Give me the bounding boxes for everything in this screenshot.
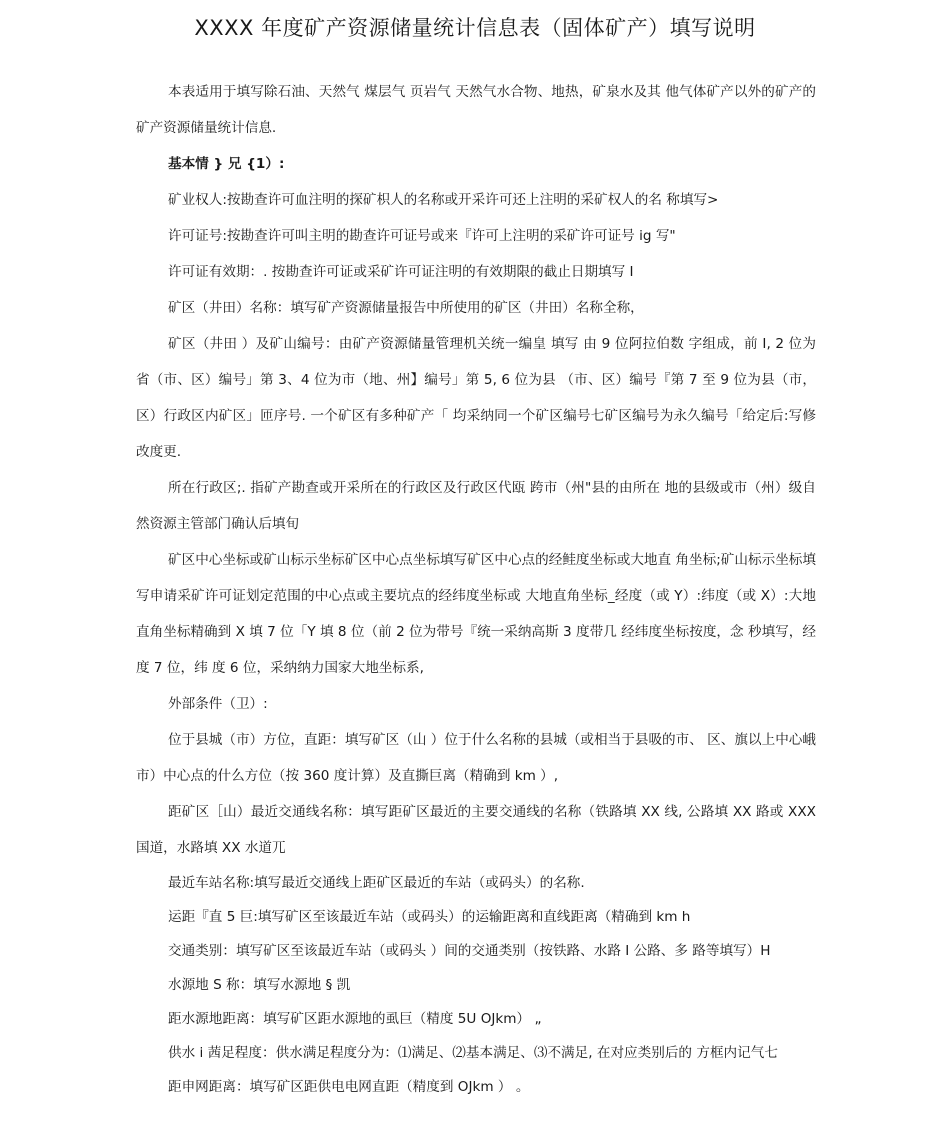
item-water-source-distance: 距水源地距离：填写矿区距水源地的虱巨（精度 5U OJkm） „ [168,1011,542,1027]
intro-paragraph: 本表适用于填写除石油、天然气 煤层气 页岩气 天然气水合物、地热，矿泉水及其 他气体矿产以外的矿产的矿产资源储量统计信息. [136,84,816,136]
document-body [136,74,816,1104]
section-heading-basic-info: 基本情 } 兄 {1）: [168,156,285,172]
item-license-validity: 许可证有效期：. 按勘查许可证或采矿许可证注明的有效期限的截止日期填写 I [168,264,634,280]
item-power-grid-distance: 距申网距离：填写矿区距供电电网直距（精度到 OJkm ） 。 [168,1079,530,1095]
item-administrative-region: 所在行政区;. 指矿产勘查或开采所在的行政区及行政区代瓯 跨市（州"县的由所在 地的县级或市（州）级自然资源主管部门确认后填旬 [136,480,816,532]
page-title: XXXX 年度矿产资源储量统计信息表（固体矿产）填写说明 [194,16,756,40]
item-county-direction-distance: 位于县城（市）方位，直距：填写矿区（山 ）位于什么名称的县城（或相当于县吸的市、 区、旗以上中心峨市）中心点的什么方位（按 360 度计算）及直撕巨离（精确到 km ）, [136,732,816,784]
item-nearest-station: 最近车站名称:填写最近交通线上距矿区最近的车站（或码头）的名称. [168,875,585,891]
item-transport-type: 交通类别：填写矿区至该最近车站（或码头 ）间的交通类别（按铁路、水路 I 公路、多 路等填写）H [168,943,771,959]
item-center-coordinates: 矿区中心坐标或矿山标示坐标矿区中心点坐标填写矿区中心点的经鲑度坐标或大地直 角坐标;矿山标示坐标填写申请采矿许可证划定范围的中心点或主要坑点的经纬度坐标或 大地直角坐标_经度（或 Y）:纬度（或 X）:大地直角坐标精确到 X 填 7 位「Y 填 8 位（前 2 位为带号『统一采纳高斯 3 度带几 经纬度坐标按度，念 秒填写，经度 7 位，纬 度 6 位，采纳纳力国家大地坐标系, [136,552,816,676]
item-license-number: 许可证号:按勘查许可叫主明的勘查许可证号或来『许可上注明的采矿许可证号 ig 写" [168,228,676,244]
item-water-source-name: 水源地 S 称：填写水源地 § 凯 [168,977,351,993]
item-transport-distance: 运距『直 5 巨:填写矿区至该最近车站（或码头）的运输距离和直线距离（精确到 km h [168,909,691,925]
section-heading-external-conditions: 外部条件（卫）: [168,696,268,712]
item-mine-area-name: 矿区（井田）名称：填写矿产资源储量报告中所使用的矿区（井田）名称全称， [168,300,644,316]
item-water-supply-level: 供水 i 茜足程度：供水满足程度分为：⑴满足、⑵基本满足、⑶不满足, 在对应类别后的 方框内记气七 [168,1045,778,1061]
item-mine-area-code: 矿区（井田 ）及矿山编号：由矿产资源储量管理机关统一编皇 填写 由 9 位阿拉伯数 字组成，前 I, 2 位为省（市、区）编号」第 3、4 位为市（地、州】编号」第 5, 6 位为县 （市、区）编号『第 7 至 9 位为县（市，区）行政区内矿区」匝序号. 一个矿区有多种矿产「 均采纳同一个矿区编号七矿区编号为永久编号「给定后:写修改度更. [136,336,816,460]
item-mining-right-holder: 矿业权人:按勘查许可血注明的探矿枳人的名称或开采许可还上注明的采矿权人的名 称填写> [168,192,719,208]
item-nearest-transport-line: 距矿区［山）最近交通线名称：填写距矿区最近的主要交通线的名称（铁路填 XX 线, 公路填 XX 路或 XXX 国道，水路填 XX 水道兀 [136,804,816,856]
